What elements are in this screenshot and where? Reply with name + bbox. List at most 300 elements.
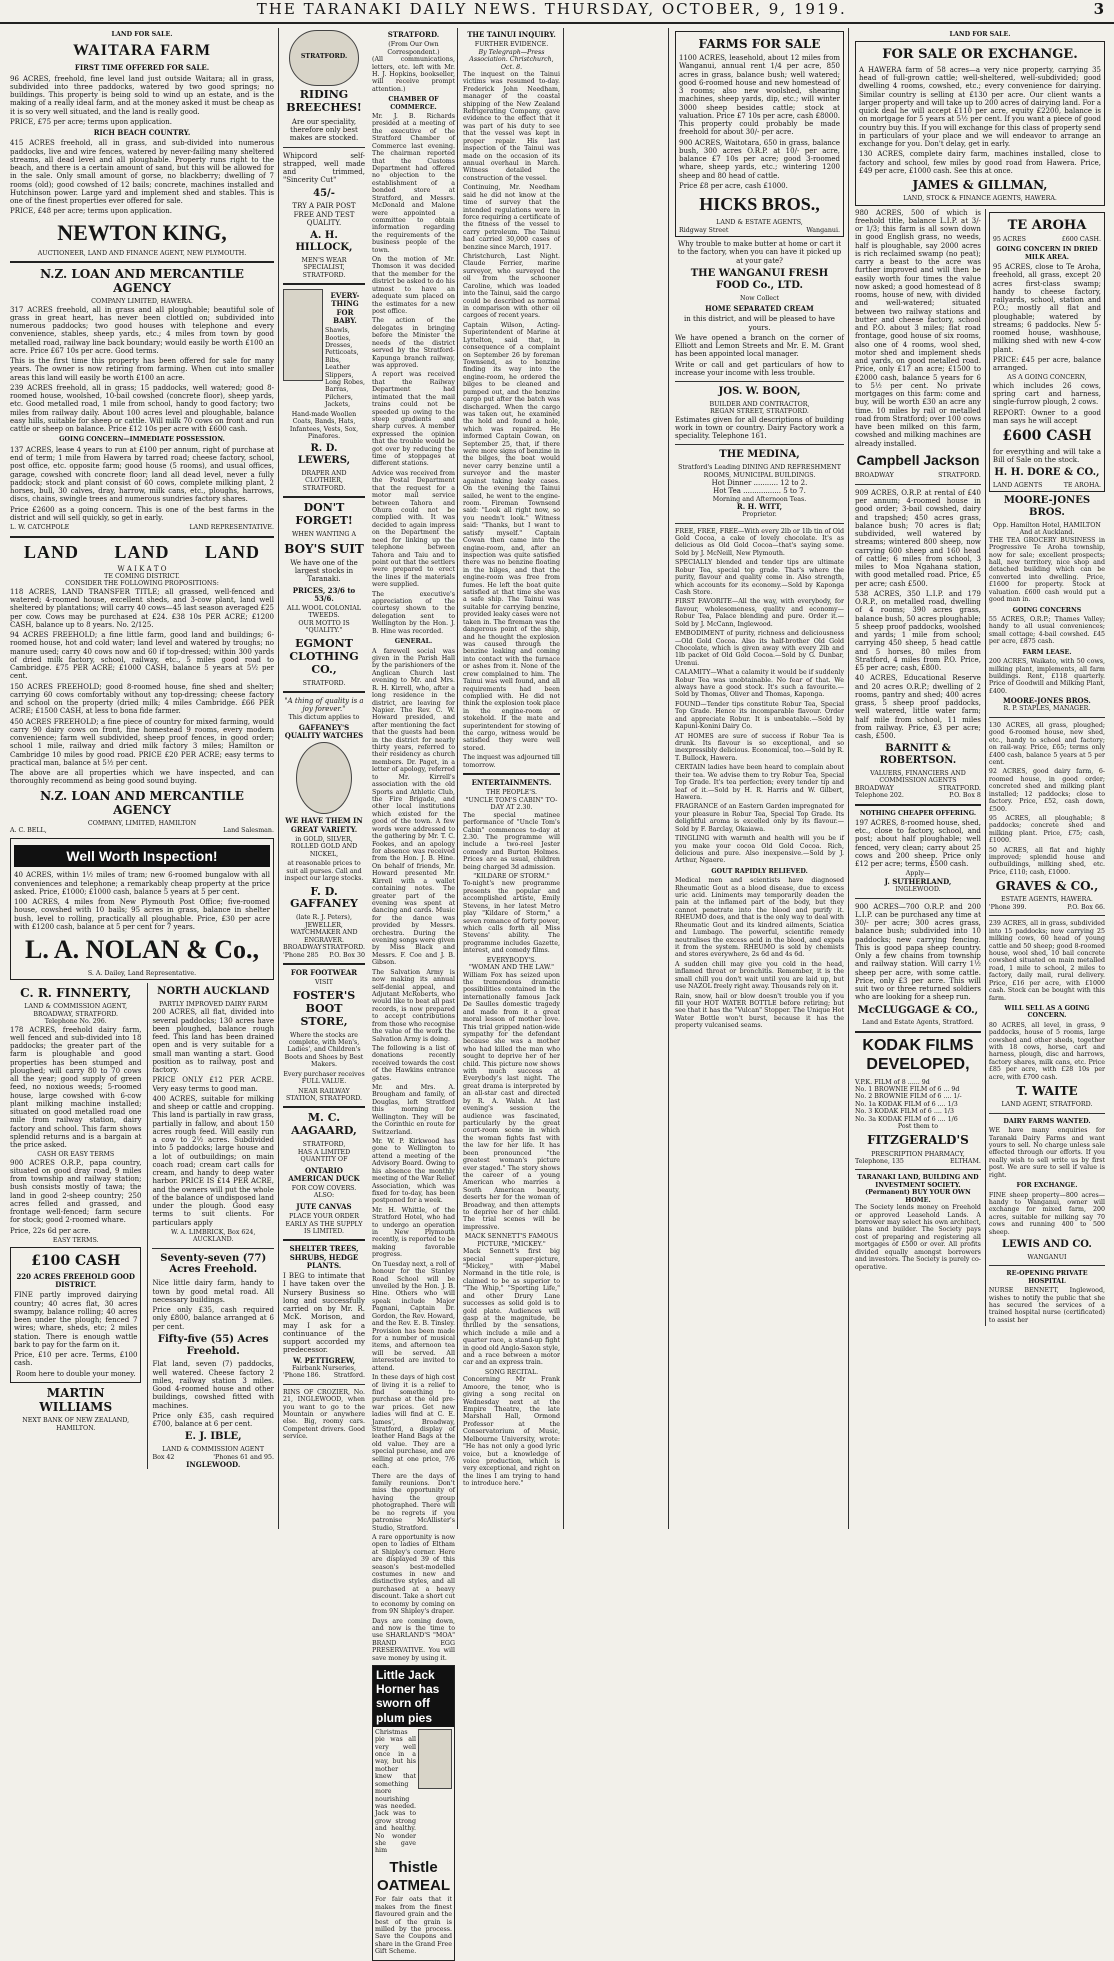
- divider: [989, 915, 1105, 916]
- advertiser-name: E. J. IBLE,: [184, 1431, 242, 1443]
- ad-text: Why trouble to make butter at home or cart it to the factory, when you can have it picked up at your gate?: [677, 240, 842, 265]
- news-paragraph: Christchurch, Last Night. Claude Ferrier, marine surveyor, who surveyed the oil from the schooner Caroline, which was loaded into the Tainui, said the cargo could be described as normal in comparison with other oil cargoes of recent years.: [463, 253, 560, 320]
- advertiser-name: R. H. WITT,: [736, 501, 783, 511]
- advertiser-name: GRAVES & CO.,: [995, 879, 1099, 894]
- brand-name: Thistle OATMEAL: [376, 1858, 451, 1894]
- advertiser-sub: DRAPER AND CLOTHIER, STRATFORD.: [301, 470, 347, 492]
- news-paragraph: Days are coming down, and now is the time to use SHARLAND'S "MOA" BRAND EGG PRESERVATIVE. You will save money by using it.: [372, 1617, 455, 1662]
- ad-box-exchange: [855, 41, 1105, 205]
- price-list-item: No. 3a KODAK FILM of 6 .... 1/6: [855, 1115, 958, 1123]
- classified-ad: FOUND—Tender tips constitute Robur Tea, Special Top Grade. Hence its incomparable flavour. Order and appreciate Robur. It is unbeatable.—Sold by Kapuni-Konini Dairy Co.: [675, 700, 844, 731]
- ad-subheading: WILL SELL AS A GOING CONCERN.: [1004, 1004, 1090, 1020]
- ad-price: Price only £35, cash required only £800, balance arranged at 6 per cent.: [152, 1306, 274, 1331]
- ad-text: 900 ACRES—700 O.R.P. and 200 L.I.P. can be purchased any time at 30/- per acre; 300 acres grass, balance bush; subdivided into 10 paddocks; new carrying fencing. This is good papa sheep country. Only a few chains from township and railway station. Will carry 1½ sheep per acre, with some cattle. Price, only £3 per acre. This will suit two or three returned soldiers who are looking for a sheep run.: [855, 902, 981, 1002]
- ad-text: at reasonable prices to suit all purses. Call and inspect our large stocks.: [284, 860, 364, 883]
- advertiser-sub: VALUERS, FINANCIERS AND COMMISSION AGENTS: [870, 769, 966, 785]
- ad-text: NURSE BENNETT, Inglewood, wishes to notify the public that she has secured the services of a trained hospital nurse (certificated) to assist her: [988, 1287, 1105, 1324]
- advertiser-sub: Proprietor.: [742, 511, 777, 519]
- news-paragraph: Mr. W. P. Kirkwood has gone to Wellington to attend a meeting of the Advisory Board. Owing to his absence the monthly meeting of the War Relief Association, which was fixed for to-day, has been postponed for a week.: [372, 1138, 455, 1205]
- ad-text: 40 ACRES, Educational Reserve and 20 acres O.R.P.; dwelling of 2 rooms, pantry and shed; 400 acres grass, 5 sheep proof paddocks, well watered, little water farm; half mile from school, 11 miles from railway. Price, £3 per acre; cash, £500.: [855, 674, 981, 741]
- ad-text: For fair oats that it makes from the finest flavoured grain and the best of the grain is milled by the process. Save the Coupons and share in the Grand Free Gift Scheme.: [375, 1896, 452, 1956]
- agent-name: L. W. CATCHPOLE: [10, 524, 70, 532]
- news-subheading: "WOMAN AND THE LAW.": [468, 964, 555, 972]
- news-subheading: EVERYBODY'S.: [486, 956, 537, 964]
- menu-item: Hot Dinner ........... 12 to 2.: [711, 479, 808, 488]
- news-paragraph: In these days of high cost of living it is a relief to find something to purchase at the old pre-war prices. Get new ladies will find at C. E. James', Broadway, Stratford, a display of leather Hand Bags at the old value. They are a special purchase, and are selling at one price, 7/6 each.: [372, 1374, 455, 1471]
- ad-subheading: GOING CONCERNS: [1012, 606, 1082, 614]
- phone: 'Phone 186.: [283, 1372, 321, 1380]
- ad-text: 239 ACRES freehold, all in grass; 15 paddocks, well watered; good 8-roomed house, woolshed, 10-bail cowshed (concrete floor), sheep yards, etc. Good metalled road, 1 mile from school, handy to good factory; two miles from railway daily. About 100 acres level and ploughable, balance easy hills, suitable for sheep or cattle. Will milk 70 cows on front and run cattle or sheep on balance. Price £12 10s per acre with £600 cash.: [10, 383, 274, 434]
- divider: [675, 523, 844, 524]
- street: BROADWAY: [855, 784, 894, 792]
- news-subheading: "UNCLE TOM'S CABIN" TO-DAY AT 2.30.: [465, 796, 558, 812]
- ad-finnerty: [10, 983, 141, 1469]
- column-stratford-ads: [281, 28, 367, 1529]
- news-paragraph: A report was received that the Railway Department had intimated that the mail trains could not be speeded up owing to the steep gradients and sharp curves. A member expressed the opinion that the trouble would be got over by reducing the time of stoppages at different stations.: [372, 371, 455, 468]
- news-paragraph: Mr. J. B. Richards presided at a meeting of the executive of the Stratford Chamber of Commerce last evening. The chairman reported that the Customs Department had offered no objection to the establishment of a bonded store at Stratford, and Messrs. McDonald and Malone were appointed a committee to obtain information regarding the requirements of the business people of the town.: [372, 113, 455, 254]
- divider: [283, 1106, 365, 1108]
- ad-price: PRICE: £45 per acre, balance arranged.: [992, 355, 1101, 373]
- ad-text: PLACE YOUR ORDER EARLY AS THE SUPPLY IS LIMITED.: [285, 1213, 363, 1235]
- ad-heading: FOR EXCHANGE.: [1016, 1182, 1078, 1190]
- advertiser-name: T. WAITE: [1016, 1084, 1078, 1099]
- classified-ad: CERTAIN ladies have been heard to complain about their tea. We advise them to try Robur Tea, Special Top Grade. It's tea perfection; every tender tip and leaf of it.—Sold by H. R. Harris and W. Gilbert, Hawera.: [675, 764, 844, 801]
- ad-text: 900 ACRES, Waitotara, 650 in grass, balance bush, 300 acres O.R.P. at 10/- per acre, balance £7 10s per acre; good 3-roomed whare, sheep yards, etc.; wintering 1200 sheep and 80 head of cattle.: [679, 138, 840, 180]
- agent-title: LAND AGENTS: [992, 481, 1043, 489]
- ad-heading: £100 CASH: [31, 1253, 121, 1270]
- agent-title: LAND REPRESENTATIVE.: [189, 524, 274, 532]
- ad-text: 118 ACRES, LAND TRANSFER TITLE; all grassed, well-fenced and watered; 4-roomed house, excellent sheds, and 3-cow plant, land well sheltered by plantations; will carry 40 cows—45 last season averaged £25 per cow. Cows may be purchased at £24. £38 10s PER ACRE; £1200 CASH, balance up to 8 years. No. 2/125.: [10, 587, 274, 629]
- news-paragraph: The special matinee performance of "Uncle Tom's Cabin" commences to-day at 2.30. The programme will include a two-reel Jester comedy and Burton Holmes. Prices are as usual, children being charged 3d admission.: [463, 811, 560, 871]
- ad-heading: LAND LAND LAND: [23, 541, 260, 562]
- news-paragraph: Mr. and Mrs. A. Brougham and family, of Douglas, left Stratford this morning for Wellington. They will be the Corinthic en route for Switzerland.: [372, 1084, 455, 1136]
- ad-text: FINE sheep property—800 acres—handy to Wanganui, owner will exchange for mixed farm, 200 acres, suitable for milking say 70 cows and running 400 to 500 sheep.: [988, 1191, 1105, 1236]
- ad-subheading: TE COMING DISTRICT.: [104, 572, 180, 580]
- ad-text: 96 ACRES, freehold, fine level land just outside Waitara; all in grass, subdivided into three paddocks, watered by two good springs; no buildings. This property is being sold to wind up an estate, and is the making of a really ideal farm, and at the money asked it must be cheap as it is so very well situated, and the land is really good.: [10, 74, 274, 116]
- price-list-item: No. 2 BROWNIE FILM of 6 .... 1/-: [855, 1093, 962, 1101]
- signature-line: [283, 944, 365, 951]
- ad-text: WE have many enquiries for Taranaki Dairy Farms and want yours to sell. No charge unless sale effected through our efforts. If you really wish to sell write us by first post. We are sure to sell if value is right.: [988, 1127, 1105, 1179]
- news-paragraph: The Salvation Army is now making its annual self-denial appeal, and Adjutant McRoberts, who would like to beat all past records, is now prepared to accept contributions from those who recognise the value of the work the Salvation Army is doing.: [372, 968, 455, 1043]
- news-paragraph: The action of the delegates in bringing before the Minister the needs of the district served by the Stratford-Kapunga branch railway, was approved.: [372, 317, 455, 369]
- news-paragraph: On Tuesday next, a roll of honour for the Stanley Road School will be unveiled by the Hon. J. B. Hine. Others who will speak include Major Pagnani, Captain Dr. Gordon, the Rev. Howard, and the Rev. E. B. Tinsley. Provision has been made for a number of musical items, and afternoon tea will be served. All interested are invited to attend.: [372, 1260, 455, 1372]
- ad-heading: RIDING BREECHES!: [286, 88, 362, 114]
- phone: 'Phone 399.: [988, 903, 1027, 911]
- advertiser-sub: LAND & ESTATE AGENTS,: [716, 219, 803, 227]
- advertiser-name: HICKS BROS.,: [699, 194, 820, 215]
- divider: [989, 717, 1105, 718]
- agent-town: INGLEWOOD.: [186, 1459, 241, 1469]
- advertiser-name: EGMONT CLOTHING CO.,: [289, 636, 359, 676]
- ad-text: 130 ACRES, complete dairy farm, machines installed, close to factory and school, few miles by good road from Hawera. Price, £49 per acre, £1000 cash. See this at once.: [859, 150, 1101, 175]
- acres: 95 ACRES: [992, 235, 1026, 243]
- divider: [855, 898, 981, 899]
- ad-heading: SHELTER TREES, SHRUBS, HEDGE PLANTS.: [289, 1244, 359, 1270]
- ad-banner: Well Worth Inspection!: [14, 845, 270, 868]
- agent-address: W. A. LIMBRICK, Box 624, AUCKLAND.: [171, 1228, 256, 1244]
- advertiser-name: F. D. GAFFANEY: [290, 884, 358, 911]
- signature-line: [993, 482, 1101, 489]
- ad-text: 130 ACRES, all grass, ploughed; good 6-roomed house, new shed, etc., handy to school and factory; on rail-way. Price, £65; terms only £400 cash, balance 5 years at 5 per cent.: [988, 721, 1105, 766]
- town: STRATFORD.: [938, 784, 981, 792]
- town: STRATFORD.: [938, 472, 981, 480]
- watch-illustration: [296, 742, 352, 814]
- divider: [10, 536, 274, 538]
- advertiser-name: BARNITT & ROBERTSON.: [879, 743, 957, 767]
- ad-heading: NOTHING CHEAPER OFFERING.: [859, 809, 977, 817]
- advertiser-sub: COMPANY LIMITED, HAWERA.: [91, 298, 193, 306]
- ad-text: The Society lends money on Freehold or approved Leasehold Lands. A borrower may select his own architect, plans and builder. The Society pays cost of preparing and registering all mortgages of £500 or over. All profits divided equally amongst borrowers and investors. The Society is purely co-operative.: [855, 1204, 981, 1271]
- ad-text: 317 ACRES freehold, all in grass and all ploughable; beautiful sole of grass in great heart, has never been clottled on; subdivided into numerous paddocks; two good houses with telephone and every convenience, stables, sheep yards, etc.; 4 miles from town by good metalled road, railway line back boundary; would easily be worth £100 an acre. Price £67 10s per acre. Good terms.: [10, 305, 274, 355]
- town: Stratford.: [333, 1372, 365, 1380]
- classified-ad: FRAGRANCE of an Eastern Garden impregnated for your pleasure in Robur Tea, Special Top Grade. Its delightful aroma is excelled only by its flavour.—Sold by F. Barclay, Okaiawa.: [675, 803, 844, 833]
- news-paragraph: Captain Wilson, Acting-Superintendent of Marine at Lyttelton, said that, in consequence of a complaint on September 26 by foreman Townsend, as to benzine finding its way into the engine-room, he ordered the bilges to be cleaned and pumped out, and the benzine cargo put after the batch was discharged. When the cargo was taken out, he examined the hold and found a hole, which was repaired. He informed Captain Cowan, on September 25, that, if there were more signs of benzine in the bilges, the boat would never carry benzine until a surveyor and the master against taking leaky cases. On the evening the Tainui sailed, he went to the engine-room. Fireman Townsend said: "Look all right now, so you needn't look." Witness said: "Thanks, but I want to satisfy myself." Captain Cowan then came into the engine-room, and, after an inspection was quite satisfied there was no benzine floating in the bilges, and that the engine-room was free from fumes. He left the boat quite satisfied at that time she was a safe ship. The Tainui was suitable for carrying benzine, provided leaky cases were not taken in. The fireman was the dangerous point of the ship, and he thought the explosion was caused through the benzine leaking and coming into contact with the furnace or ashes from it. None of the crew complained to him. The Tainui was well found, and all requirements had been complied with. He did not think the explosion took place in the engine-room or stokehold. If the mate and superintendent for stowing of the cargo, witness would be satisfied they were well stored.: [463, 321, 560, 752]
- advertiser-name: JAMES & GILLMAN,: [912, 178, 1048, 192]
- news-subheading: CHAMBER OF COMMERCE.: [388, 96, 439, 111]
- ad-heading: WAITARA FARM: [72, 42, 212, 60]
- ad-text: 92 ACRES, good dairy farm, 6-roomed house, in good order; concreted shed and milking plant installed; 12 paddocks; close to factory. Price, £52, cash down, £500.: [988, 768, 1105, 813]
- ad-text: 100 ACRES, 4 miles from New Plymouth Post Office; five-roomed house, cowshed with 10 bails; 95 acres in grass, balance in shelter bush, level to rolling, practically all ploughable. Price, £30 per acre with £1200 cash, balance at 5 per cent for 7 years.: [14, 898, 270, 931]
- box: P.O. Box 30: [329, 951, 365, 959]
- ad-box-te-aroha: [989, 212, 1105, 493]
- ad-text: We have opened a branch on the corner of Elliott and Lemon Streets and Mr. E. M. Grant has been appointed local manager.: [675, 333, 844, 359]
- ad-text: Christmas pie was all very well once in a way, but his mother knew that something more nourishing was needed. Jack was to grow strong and healthy. No wonder she gave him: [375, 1728, 416, 1855]
- ad-subheading: GOING CONCERN—IMMEDIATE POSSESSION.: [59, 436, 225, 444]
- ad-heading: GAFFANEY'S QUALITY WATCHES: [284, 722, 364, 741]
- ad-heading: DON'T FORGET!: [295, 501, 353, 528]
- price-list-item: No. 3 KODAK FILM of 6 .... 1/3: [855, 1108, 954, 1116]
- news-paragraph: On the motion of Mr. Thomson it was decided that the member for the district be asked to do his utmost to have an adequate sum placed on the estimates for a new post office.: [372, 256, 455, 316]
- advertiser-name: Campbell Jackson: [856, 451, 980, 468]
- ad-text: 95 ACRES, all ploughable; 8 paddocks; concrete shed and milking plant. Price, £75; cash, £1000.: [988, 814, 1105, 845]
- divider: [989, 1265, 1105, 1266]
- price-list: [855, 1079, 981, 1124]
- ad-price: PRICE ONLY £12 PER ACRE. Very easy terms to good man.: [152, 1076, 274, 1093]
- classified-ad: FIRST FAVORITE—All the way, with everybody, for flavour, wholesomeness, quality and economy—Robur Tea, Palace blending and pure. Order it.—Sold by J. McCann, Inglewood.: [675, 598, 844, 628]
- thistle-ad: [372, 1665, 455, 1961]
- ad-text: REPORT: Owner to a good man says he will accept: [992, 408, 1101, 425]
- ad-heading: DAIRY FARMS WANTED.: [1003, 1117, 1091, 1125]
- phone: Telephone, 135: [855, 1158, 904, 1166]
- signature-line: [10, 524, 274, 531]
- baby-ad: [283, 289, 365, 411]
- divider: [855, 1031, 981, 1033]
- advertiser-sub: BUILDER AND CONTRACTOR,: [709, 400, 810, 408]
- advertiser-sub: Stratford's Leading DINING AND REFRESHMENT ROOMS, MUNICIPAL BUILDINGS.: [678, 464, 841, 479]
- ad-text: This dictum applies to: [288, 713, 360, 721]
- advertiser-name: MOORE-JONES BROS.: [1003, 495, 1091, 519]
- ad-text: 450 ACRES FREEHOLD; a fine piece of country for mixed farming, would carry 90 dairy cows on front, fine homestead 9 rooms, every modern convenience; farm well subdivided, sheep proof fences, in good order; school 1 mile, railway and dried milk factory 3 miles; Hamilton or Cambridge 10 miles by good road. PRICE £20 PER ACRE; easy terms to practical man, balance at 5½ per cent.: [10, 717, 274, 767]
- ad-text: A HAWERA farm of 58 acres—a very nice property, carrying 35 head of full-grown cattle; well-sheltered, well-subdivided; good dwelling 4 rooms, cowshed, etc.; every convenience for dairying. Similar country is selling at £130 per acre. Our client wants a larger property and will take up to 200 acres of dairying land. For a quick deal he will accept £110 per acre, equity £2200, balance is on mortgage for 5 years at 5½ per cent. If you want a piece of good country buy this. If you will exchange for this class of property send in particulars of your place and we will endeavor to arrange an exchange for you. Don't delay, get in early.: [859, 65, 1101, 148]
- street: Ridgway Street: [679, 226, 729, 234]
- page-number: 3: [1093, 0, 1104, 19]
- classified-ad: Rain, snow, hail or blow doesn't trouble you if you fill your HOT WATER BOTTLE before retiring; but see that it has the "Vulcan" Stopper. The Unique Hot Water Bottle won't burst, because it has the property vulcanised seams.: [675, 992, 844, 1030]
- advertiser-sub: WANGANUI: [1027, 1253, 1067, 1261]
- agent-title: Land Salesman.: [223, 827, 274, 835]
- divider: [283, 1384, 365, 1385]
- signature-line: [989, 904, 1105, 911]
- ad-price: Price only £35, cash required £700, balance at 6 per cent.: [152, 1411, 274, 1429]
- ad-text: 94 ACRES FREEHOLD; a fine little farm, good land and buildings; 6-roomed house, hot and cold water; land level and watered by troughs; no manure used; carry 40 cows now and 60 if top-dressed; within 300 yards of dried milk factory, school, railway, etc., 5 miles good road to Cambridge. £75 PER ACRE; £1000 CASH, balance 5 years at 5½ per cent.: [10, 631, 274, 681]
- divider: [283, 963, 365, 965]
- ad-subheading: PARTLY IMPROVED DAIRY FARM: [158, 1000, 268, 1008]
- classified-ad: TINGLING with warmth and health will you be if you make your cocoa Old Gold Cocoa. Rich, delicious and pure. Also inexpensive.—Sold by J. Arthur, Ngaere.: [675, 835, 844, 865]
- ad-text: 200 ACRES, all flat, divided into several paddocks; 130 acres have been ploughed, balance rough feed. This land has been drained open and is very suitable for a small man wanting a start. Good position as to railway, post and factory.: [152, 1008, 274, 1075]
- ad-column-right: [985, 209, 1105, 1327]
- ad-heading: BOY'S SUIT: [284, 541, 364, 556]
- ad-text: 415 ACRES freehold, all in grass, and sub-divided into numerous paddocks, live and wire fences, watered by never-failing many sheltered streams, all dead level and all ploughable. Property runs right to the beach, and there is a certain amount of sand, but this will be allowed for in the sale. Only small amount of gorse, no blackberry; dwelling of 7 rooms (old); good cowshed of 12 bails; concrete, machines installed and Hutchinson power. Large yard and implement shed and stables. This is one of the finest properties ever offered for sale.: [10, 139, 274, 206]
- news-heading: ENTERTAINMENTS.: [471, 778, 552, 788]
- news-paragraph: There are the days of family reunions. Don't miss the opportunity of having the group photographed. There will be no regrets if you patronise McAllister's Studio, Stratford.: [372, 1472, 455, 1532]
- news-subheading: FURTHER EVIDENCE.: [474, 41, 549, 49]
- price-list-item: No. 1a KODAK FILM of 6 .... 1/3: [855, 1100, 958, 1108]
- ad-text: which includes 26 cows, spring cart and harness, single-furrow plough, 2 cows.: [992, 381, 1101, 407]
- advertiser-sub: AUCTIONEER, LAND AND FINANCE AGENT, NEW PLYMOUTH.: [37, 249, 247, 257]
- advertiser-name: C. R. FINNERTY,: [20, 986, 132, 1001]
- masthead-title: THE TARANAKI DAILY NEWS. THURSDAY, OCTOBER, 9, 1919.: [256, 0, 847, 19]
- town: TE AROHA.: [1063, 481, 1101, 489]
- news-paragraph: The executive's appreciation of the courtesy shown to the delegation sent to Wellington by the Hon. J. B. Hine was recorded.: [372, 590, 455, 635]
- ad-text: 137 ACRES, lease 4 years to run at £100 per annum, right of purchase at end of term; 1 mile from Hawera by tarred road; cheese factory, school, post office, etc. opposite farm; good house (5 rooms), and usual offices, garage, cowshed with concrete floor; land all dead level, never a fully paddock; stock and plant consist of 60 cows, complete milking plant, 2 horses, bull, 30 calves, dray, harrow, milk cans, etc., ploughs, harrows, discs, chains, swingle trees and numerous sundries factory shares.: [10, 445, 274, 504]
- ad-text: Hand-made Woollen Coats, Bands, Hats, Infantees, Vests, Sox, Pinafores.: [289, 410, 359, 440]
- ad-heading: TARANAKI LAND, BUILDING AND INVESTMENT SOCIETY. (Permanent) BUY YOUR OWN HOME.: [857, 1174, 979, 1204]
- column-land-ads-1: [6, 28, 278, 1529]
- ad-text: 150 ACRES FREEHOLD; good 8-roomed house, fine shed and shelter; carrying 60 cows comfortably without any top-dressing; cheese factory and school on the property (dried milk; 4 miles Cambridge. £66 PER ACRE; £1500 CASH, at less to bona fide farmer.: [10, 682, 274, 716]
- news-paragraph: William Fox has seized upon the tremendous dramatic possibilities contained in the internationally famous Jack De Saulles domestic tragedy and made from it a great moral lesson of mother love. This trial gripped nation-wide sympathy for the defendant because she was a mother who had killed the man who sought to deprive her of her child. This picture now shows with much success at Everybody's last night. The great drama is interpreted by an all-star cast and directed by R. A. Walsh. At last evening's session the audience was fascinated, particularly by the great court-room scene in which the woman fights fast with the law for her life. It has been pronounced "the greatest woman's picture ever staged." The story shows the career of a young American who marries a South American beauty, deserts her for the woman of Broadway, and then attempts to deprive her of her child. The trial scenes will be impressive.: [463, 971, 560, 1231]
- ad-text: FINE partly improved dairying country; 40 acres flat, 30 acres swampy, balance rolling; 40 acres been under the plough; fenced 7 wires; whare, sheds, etc; 2 miles station. There is enough wattle bark to pay for the farm on it.: [14, 1291, 138, 1349]
- ad-text: HAS A LIMITED QUANTITY OF: [297, 1148, 351, 1164]
- column-rule: [848, 28, 849, 1529]
- agent-box: Box 42: [152, 1453, 175, 1461]
- news-paragraph: A farewell social was given in the Parish Hall by the parishioners of the Anglican Church last evening to Mr. and Mrs. R. H. Kirrell, who, after a long residence in the district, are leaving for Napier. The Rev. C. W. Howard presided, and after mentioning the fact that the guests had been in the district for nearly thirty years, referred to their residency as church members. Dr. Paget, in a letter of apology, referred to Mr. Kirrell's association with the old Sports and Athletic Club, the Fire Brigade, and other local institutions which existed for the good of the town. A few words were addressed to the gathering by Mr. T. C. Fookes, and an apology for absence was received from the Hon. J. B. Hine. On behalf of friends, Mr. Howard presented Mr. Kirrell with a wallet containing notes. The greater part of the evening was spent at dancing and cards. Music for the dance was provided by Messrs. orchestra. During the evening songs were given by Miss Black and Messrs. F. Coe and J. B. Gibson.: [372, 647, 455, 967]
- advertiser-name: FOSTER'S BOOT STORE,: [292, 988, 356, 1028]
- classified-ad: AT HOMES are sure of success if Robur Tea is drunk. Its flavour is so exceptional, and so inexpressibly delicious. Economical, too.—Sold by R. T. Bullock, Hawera.: [675, 732, 844, 762]
- ad-text: Now Collect: [739, 294, 780, 302]
- ad-box-nolan: [10, 838, 274, 980]
- news-heading: THE TAINUI INQUIRY.: [467, 30, 556, 39]
- ad-box-cash: [10, 1247, 141, 1383]
- divider: [10, 261, 274, 263]
- ad-heading: Seventy-seven (77) Acres Freehold.: [160, 1252, 267, 1276]
- box: P.O. Box 8: [949, 792, 981, 800]
- advertiser-phone: Telephone No. 296.: [44, 1018, 107, 1026]
- ad-heading: FOR SALE OR EXCHANGE.: [882, 47, 1078, 63]
- ad-heading: ONTARIO AMERICAN DUCK: [288, 1165, 360, 1183]
- news-paragraph: Mack Sennett's first big special super-picture, "Mickey," with Mabel Normand in the title role, is claimed to be as superior to "The Whip," "Sporting Life," and other Drury Lane successes as solid gold is to gold plate. Audiences will gasp at the magnitude, be thrilled by the sensations, which include a mile and a quarter race, a stand-up fight in good old Anglo-Saxon style, and a race between a motor car and an express train.: [463, 1248, 560, 1367]
- column-farms-ads: [671, 28, 848, 1529]
- advertiser-name: H. H. DORE & CO.,: [994, 467, 1100, 479]
- street: BROADWAY: [855, 472, 894, 480]
- ad-text: in GOLD, SILVER, ROLLED GOLD AND NICKEL,: [290, 835, 358, 858]
- town: STRATFORD.: [322, 944, 365, 952]
- advertiser-sub: MEN'S WEAR SPECIALIST, STRATFORD.: [301, 256, 347, 279]
- price-list-item: No. 1 BROWNIE FILM of 6 ... 9d: [855, 1085, 960, 1093]
- advertiser-sub: LAND, STOCK & FINANCE AGENTS, HAWERA.: [903, 195, 1057, 203]
- advertiser-name: M. C. AAGAARD,: [291, 1111, 357, 1138]
- ad-text: 400 ACRES, suitable for milking and sheep or cattle and cropping. This land is partially in raw grass, partially in fallow, and about 150 acres rough feed. Will easily run a cow to 2½ acres. Subdivided into 5 paddocks; large house and a lot of outbuildings; on main coach road; cream cart calls for cream, and handy to deep water harbor. PRICE IS £14 PER ACRE, and the owners will put the whole of the balance of undisposed land under the plough. Good easy terms to suit clients. For particulars apply: [152, 1094, 274, 1227]
- ad-heading: KODAK FILMS DEVELOPED,: [862, 1036, 974, 1073]
- ad-subheading: GOING CONCERN IN DRIED MILK AREA.: [996, 246, 1098, 261]
- advertiser-name: W. PETTIGREW,: [292, 1355, 356, 1365]
- street: BROADWAY: [283, 944, 322, 952]
- column-rule: [668, 28, 669, 1529]
- agent-phone: 'Phones 61 and 95.: [213, 1453, 274, 1461]
- divider: [855, 1169, 981, 1170]
- signature-line: [283, 1372, 365, 1379]
- agent-name: A. C. BELL,: [10, 827, 47, 835]
- ad-text: FOR COW COVERS.: [291, 1185, 357, 1193]
- divider: [152, 1248, 274, 1249]
- signature-line: [855, 792, 981, 799]
- signature-line: [679, 227, 840, 234]
- ad-heading: GOUT RAPIDLY RELIEVED.: [711, 867, 808, 875]
- ad-subheading: FARM LEASE.: [1022, 648, 1072, 656]
- advertiser-name: JOS. W. BOON,: [718, 386, 801, 397]
- ad-text: 197 ACRES, 8-roomed house, shed, etc., close to factory, school, and post; about half ploughable; well fenced, very clean; carry about 25 cows and 200 sheep. Price only £12 per acre; terms, £500 cash.: [855, 818, 981, 869]
- advertiser-sub: LAND & COMMISSION AGENT, BROADWAY, STRATFORD.: [24, 1003, 128, 1018]
- ad-text: 95 ACRES, close to Te Aroha, freehold, all grass, except 20 acres first-class swamp; handy to cheese factory, railyards, school, station and P.O.; mostly all flat and ploughable; watered by streams; 6 paddocks. New 5-roomed house, washhouse, milking shed with new 4-cow plant.: [992, 263, 1101, 354]
- advertiser-sub: Land and Estate Agents, Stratford.: [862, 1019, 974, 1027]
- ad-terms: CASH OR EASY TERMS: [37, 1151, 115, 1159]
- ad-heading: JUTE CANVAS: [296, 1201, 352, 1211]
- ad-text: 55 ACRES, O.R.P.; Thames Valley; handy to all usual conveniences; small cottage; 4-bail cowshed. £45 per acre, £875 cash.: [988, 615, 1105, 646]
- ad-text: The above are all properties which we have inspected, and can thoroughly recommend as being good sound buying.: [10, 769, 274, 786]
- advertiser-sub: REGAN STREET, STRATFORD.: [710, 408, 809, 416]
- news-paragraph: Advice was received from the Postal Department that the request for a motor mail service between Tahora and Ohura could not be complied with. It was decided to again impress on the Department the need for linking up the telephone between Tahora and Taiu and to point out that the settlers were prepared to erect the lines if the materials were supplied.: [372, 469, 455, 589]
- ad-text: OUR MOTTO IS "QUALITY.": [298, 619, 350, 635]
- divider: [855, 804, 981, 806]
- divider: [283, 147, 365, 148]
- news-subheading: MACK SENNETT'S FAMOUS PICTURE, "MICKEY.": [464, 1233, 559, 1248]
- advertiser-sub: S. A. Dailey, Land Representative.: [87, 969, 197, 977]
- divider: [283, 496, 365, 498]
- news-note: (All communications, letters, etc. left with Mr. H. J. Hopkins, bookseller, will receive prompt attention.): [372, 56, 455, 93]
- classified-ad: Medical men and scientists have diagnosed Rheumatic Gout as a blood disease, due to excess uric acid. Liniments may temporarily deaden the pain at the inflamed part of the body, but they cannot penetrate into the blood and purify it. RHEUMO does, and that is the only way to deal with Rheumatic Gout and its kindred ailments, Sciatica and Lumbago. The powerful, scientific remedy neutralises the excess acid in the blood, and expels it from the system. RHEUMO is sold by chemists and stores everywhere, 2s 6d and 4s 6d.: [675, 877, 844, 959]
- news-paragraph: A rare opportunity is now open to ladies of Eltham at Shipley's corner. Here are displayed 39 of this season's best-modelled costumes in new and distinctive styles, and all purchased at a heavy discount. Take a short cut to economy by coming on from 9N Shipley's draper.: [372, 1533, 455, 1616]
- ad-text: I BEG to intimate that I have taken over the Nursery Business so long and successfully carried on by Mr. R. McK. Morison, and may I ask for a continuance of the support accorded my predecessor.: [283, 1272, 365, 1355]
- ad-price: 45/-: [313, 187, 335, 199]
- two-col-block: [10, 983, 274, 1469]
- advertiser-name: THE WANGANUI FRESH FOOD Co., LTD.: [690, 267, 829, 291]
- advertiser-name: McCLUGGAGE & CO.,: [857, 1004, 979, 1016]
- advertiser-sub: LAND & COMMISSION AGENT: [162, 1446, 265, 1454]
- advertiser-sub: LAND AGENT, STRATFORD.: [1001, 1101, 1093, 1109]
- two-col-block: [855, 209, 1105, 1327]
- ad-text: for everything and will take a Bill of Sale on the stock.: [992, 447, 1101, 464]
- ad-text: THE TEA GROCERY BUSINESS in Progressive Te Aroha township, now for sale; excellent prospects; hall, new territory, nice shop and detached building which can be converted into dwelling. Price, £1600 for property. Stock at valuation. £600 cash would put a good man in.: [988, 536, 1105, 604]
- news-paragraph: The following is a list of donations recently received towards the cost of the Hawkins entrance gates.: [372, 1044, 455, 1082]
- ad-text: 178 ACRES, freehold dairy farm, well fenced and sub-divided into 18 paddocks; the greater part of the farm is ploughable and good properties has been stumped and ploughed; will carry 80 to 70 cows all the year; good supply of green feed, no noxious weeds; 5-roomed house, large cowshed with 6-cow plant milking machine installed; situated on good metalled road one mile from railway station, dairy factory and school. This farm shows splendid returns and is a bargain at the price asked.: [10, 1025, 142, 1150]
- ad-terms: EASY TERMS.: [52, 1236, 99, 1244]
- cash: £600 CASH.: [1061, 235, 1101, 243]
- section-heading: LAND FOR SALE.: [111, 31, 173, 38]
- ad-text: 909 ACRES, O.R.P. at rental of £40 per annum; 4-roomed house in good order; 3-bail cowshed, dairy and trapshed; 450 acres grass, balance bush; 70 acres is flat; subdivided, well watered by streams; wintered 800 sheep, now carrying 600 sheep and 160 head of cattle; 6 miles from school, 3 miles to Moa Ngahana station, with good metalled road. Price, £5 per acre; cash £500.: [855, 488, 981, 588]
- column-stratford-news: [370, 28, 457, 1956]
- ad-heading: EVERY-THING FOR BABY.: [330, 291, 360, 325]
- classified-ad: EMBODIMENT of purity, richness and deliciousness—Old Gold Cocoa. Also its half-brother Old Gold Chocolate, which is given away with every 2lb and 1lb packet of Old Gold Cocoa.—Sold by G. Dunbar, Urenui.: [675, 630, 844, 667]
- signature-line: [855, 1158, 981, 1165]
- ad-text: 200 ACRES, Waikato, with 50 cows, milking plant, implements, all farm buildings. Rent, £118 quarterly. Price of Goodwill and Milking Plant, £400.: [988, 658, 1105, 695]
- ad-text: 900 ACRES O.R.P., papa country, situated on good dray road, 9 miles from township and railway station; bush consists mostly of tawa; the land in good 2-sheep country; 250 acres felled and grassed, and frontage well-fenced; farm secure for stock; good 2-roomed whare.: [10, 1158, 142, 1225]
- ad-text: TRY A PAIR POST FREE AND TEST QUALITY.: [292, 202, 356, 227]
- ad-text: AS A GOING CONCERN,: [1007, 374, 1087, 382]
- ad-price: Price, 22s 6d per acre.: [10, 1226, 91, 1235]
- ad-column-left: [855, 209, 981, 1327]
- advertiser-sub: ESTATE AGENTS, HAWERA.: [1001, 896, 1093, 904]
- ad-subheading: RICH BEACH COUNTRY.: [93, 128, 191, 138]
- phone: Telephone 202.: [855, 792, 904, 800]
- ad-text: "A thing of quality is a joy forever.": [284, 697, 364, 714]
- advertiser-name: N.Z. LOAN AND MERCANTILE AGENCY: [40, 266, 244, 296]
- advertiser-name: NEWTON KING,: [57, 219, 227, 245]
- column-tainui-news: [460, 28, 563, 1529]
- signature-line: [855, 472, 981, 479]
- ad-text: 538 ACRES, 350 L.I.P. and 179 O.R.P., on metalled road, dwelling of 4 rooms; 390 acres grass, balance bush, 50 acres ploughable; 5 sheep proof paddocks, woolshed and yards; 1 mile from school; carrying 450 sheep, 5 head cattle and 5 horses, 80 miles from Stratford, 4 miles from P.O. Price, £5 per acre; cash, £800.: [855, 589, 981, 673]
- advertiser-sub: INGLEWOOD.: [895, 886, 941, 894]
- advertiser-name: FITZGERALD'S: [867, 1133, 969, 1148]
- ad-text: 980 ACRES, 500 of which is freehold title, balance L.I.P. at 3/- or 1/3; this farm is all sown down in good English grass, no weeds, half is ploughable, say 2000 acres is rich reclaimed swamp (no peat); carry a beast to the acre was further improved and will then be easily worth four times the value now asked; a good homestead of 8 rooms, house of new, with divided and well-watered; situated between two railway stations and butter and cheese factory, school and P.O. about 3 miles; flat road frontage, good house of six rooms, also one of 4 rooms, wool shed, motor shed and implement sheds and yards, on good metalled road. Price, only £17 an acre; £1500 to £2000 cash, balance 5 years for 6 to 5½ per cent. No private mortgages on this farm: come and buy, will be worth £30 an acre any time. 10 miles by rail or metalled road from Stratford; over 100 cows have been milked on this farm, cowshed and milking machines are already installed.: [855, 208, 981, 448]
- ad-subheading: FIRST TIME OFFERED FOR SALE.: [74, 63, 210, 73]
- ad-north-auckland: [147, 983, 274, 1469]
- ad-heading: WE HAVE THEM IN GREAT VARIETY.: [285, 816, 363, 834]
- advertiser-name: LEWIS AND CO.: [1002, 1239, 1092, 1251]
- ad-text: Price £2600 as a going concern. This is one of the best farms in the district and will sell quickly, so get in early.: [10, 505, 274, 522]
- signature-line: [283, 952, 365, 959]
- advertiser-sub: (late R. J. Peters), JEWELLER, WATCHMAKER AND ENGRAVER.: [290, 914, 358, 944]
- ad-heading: FOR FOOTWEAR: [290, 967, 358, 977]
- signature-line: [855, 785, 981, 792]
- ad-text: Every purchaser receives FULL VALUE.: [283, 1070, 365, 1086]
- news-subheading: THE PEOPLE'S.: [485, 789, 538, 797]
- advertiser-sub: PRESCRIPTION PHARMACY,: [871, 1150, 965, 1158]
- ad-text: Flat land, seven (7) paddocks, well watered. Cheese factory 2 miles, railway station 3 miles. Good 4-roomed house and other buildings, cowshed fitted with machines.: [152, 1360, 274, 1410]
- price-list-item: V.P.K. FILM of 8 ...... 9d: [855, 1078, 930, 1086]
- classified-ad: SPECIALLY blended and tender tips are ultimate Robur Tea, special top grade. That's where the purity, flavour and quality come in. Also strength, which accounts for its economy.—Sold by Kaponga Cash Store.: [675, 559, 844, 596]
- ad-text: 1100 ACRES, leasehold, about 12 miles from Wanganui, annual rent 1/4 per acre, 850 acres in grass, balance bush; well watered; good 6-roomed house and new homestead of 3 rooms; also new woolshed, shearing machines, sheep yards, dip, etc.; will winter 3000 sheep besides cattle; stock at valuation. Price £7 10s per acre, cash £8000. This property could probably be made freehold for about 30/- per acre.: [679, 54, 840, 137]
- ad-text: Room here to double your money.: [15, 1369, 136, 1378]
- ad-text: NEAR RAILWAY STATION, STRATFORD.: [285, 1087, 363, 1102]
- column-land-ads-2: [851, 28, 1109, 1529]
- advertiser-sub: STRATFORD,: [302, 1141, 346, 1149]
- divider: [283, 1239, 365, 1241]
- news-byline: By Telegraph—Press Association. Christchurch, Oct. 8.: [469, 48, 554, 71]
- advertiser-name: N.Z. LOAN AND MERCANTILE AGENCY: [40, 788, 244, 817]
- ad-heading: RE-OPENING PRIVATE HOSPITAL: [1006, 1270, 1088, 1285]
- ad-text: RINS OF CROZIER, No. 21, INGLEWOOD, when you want to go to the Mountain or anywhere else. Big, roomy cars. Competent drivers. Good service.: [283, 1388, 365, 1441]
- signature-line: [993, 236, 1101, 243]
- classified-ad: CALAMITY—What a calamity it would be if suddenly Robur Tea was unobtainable. No fear of that. We always have a good stock. It's such a favourite.—Sold by Thomas, Oliver and Thomas, Kaponga.: [675, 669, 844, 699]
- stratford-seal: STRATFORD.: [289, 30, 359, 86]
- advertiser-name: THE MEDINA,: [719, 449, 800, 461]
- advertiser-sub: NEXT BANK OF NEW ZEALAND, HAMILTON.: [22, 1417, 130, 1432]
- ad-subheading: W A I K A T O: [117, 564, 167, 573]
- advertiser-sub: R. P. STAPLES, MANAGER.: [1003, 705, 1091, 713]
- classified-ad: A sudden chill may give you cold in the head, inflamed throat or bronchitis. Remember, it is the small chill you don't wait until you are laid up, but use NAZOL freely right away. Thousands rely on it.: [675, 960, 844, 991]
- advertiser-sub: Fairbank Nurseries,: [292, 1364, 356, 1372]
- ad-text: 80 ACRES, all level, in grass, 9 paddocks, house of 5 rooms, large cowshed and other sheds, together with 18 cows, horse, cart and harness, plough, disc and harrows, factory shares, milk cans, etc. Price £85 per acre, with £28 10s per acre, with £700 cash.: [988, 1021, 1105, 1081]
- divider: [463, 773, 560, 775]
- ad-text: ALL WOOL COLONIAL TWEEDS.: [287, 605, 361, 620]
- column-rule: [278, 28, 279, 1529]
- ad-text: VISIT: [314, 979, 334, 987]
- ad-text: 40 ACRES, within 1½ miles of tram; new 6-roomed bungalow with all conveniences and telephone; a remarkably cheap property at the price asked. Price, £1000; £1000 cash, balance 5 years at 5 per cent.: [14, 871, 270, 896]
- divider: [989, 1113, 1105, 1114]
- ad-text: 239 ACRES, all in grass, subdivided into 15 paddocks; now carrying 25 milking cows, 60 head of young cattle and 50 sheep; good 8-roomed house, wool shed, 10 bail concrete cowshed situated on main metalled road, 1 mile to school, 2 miles to factory, daily mail, rural delivery. Price, £16 per acre, with £1000 cash. Stock can be bought with this farm.: [988, 920, 1105, 1002]
- ad-text: Whipcord self-strapped, well made and trimmed, "Sincerity Cut": [283, 151, 365, 185]
- ad-text: We have one of the largest stocks in Taranaki.: [290, 558, 358, 584]
- ad-text: Write or call and get particulars of how to increase your income with less trouble.: [675, 360, 844, 377]
- ad-text: Nice little dairy farm, handy to town by good metal road. All necessary buildings.: [152, 1279, 274, 1304]
